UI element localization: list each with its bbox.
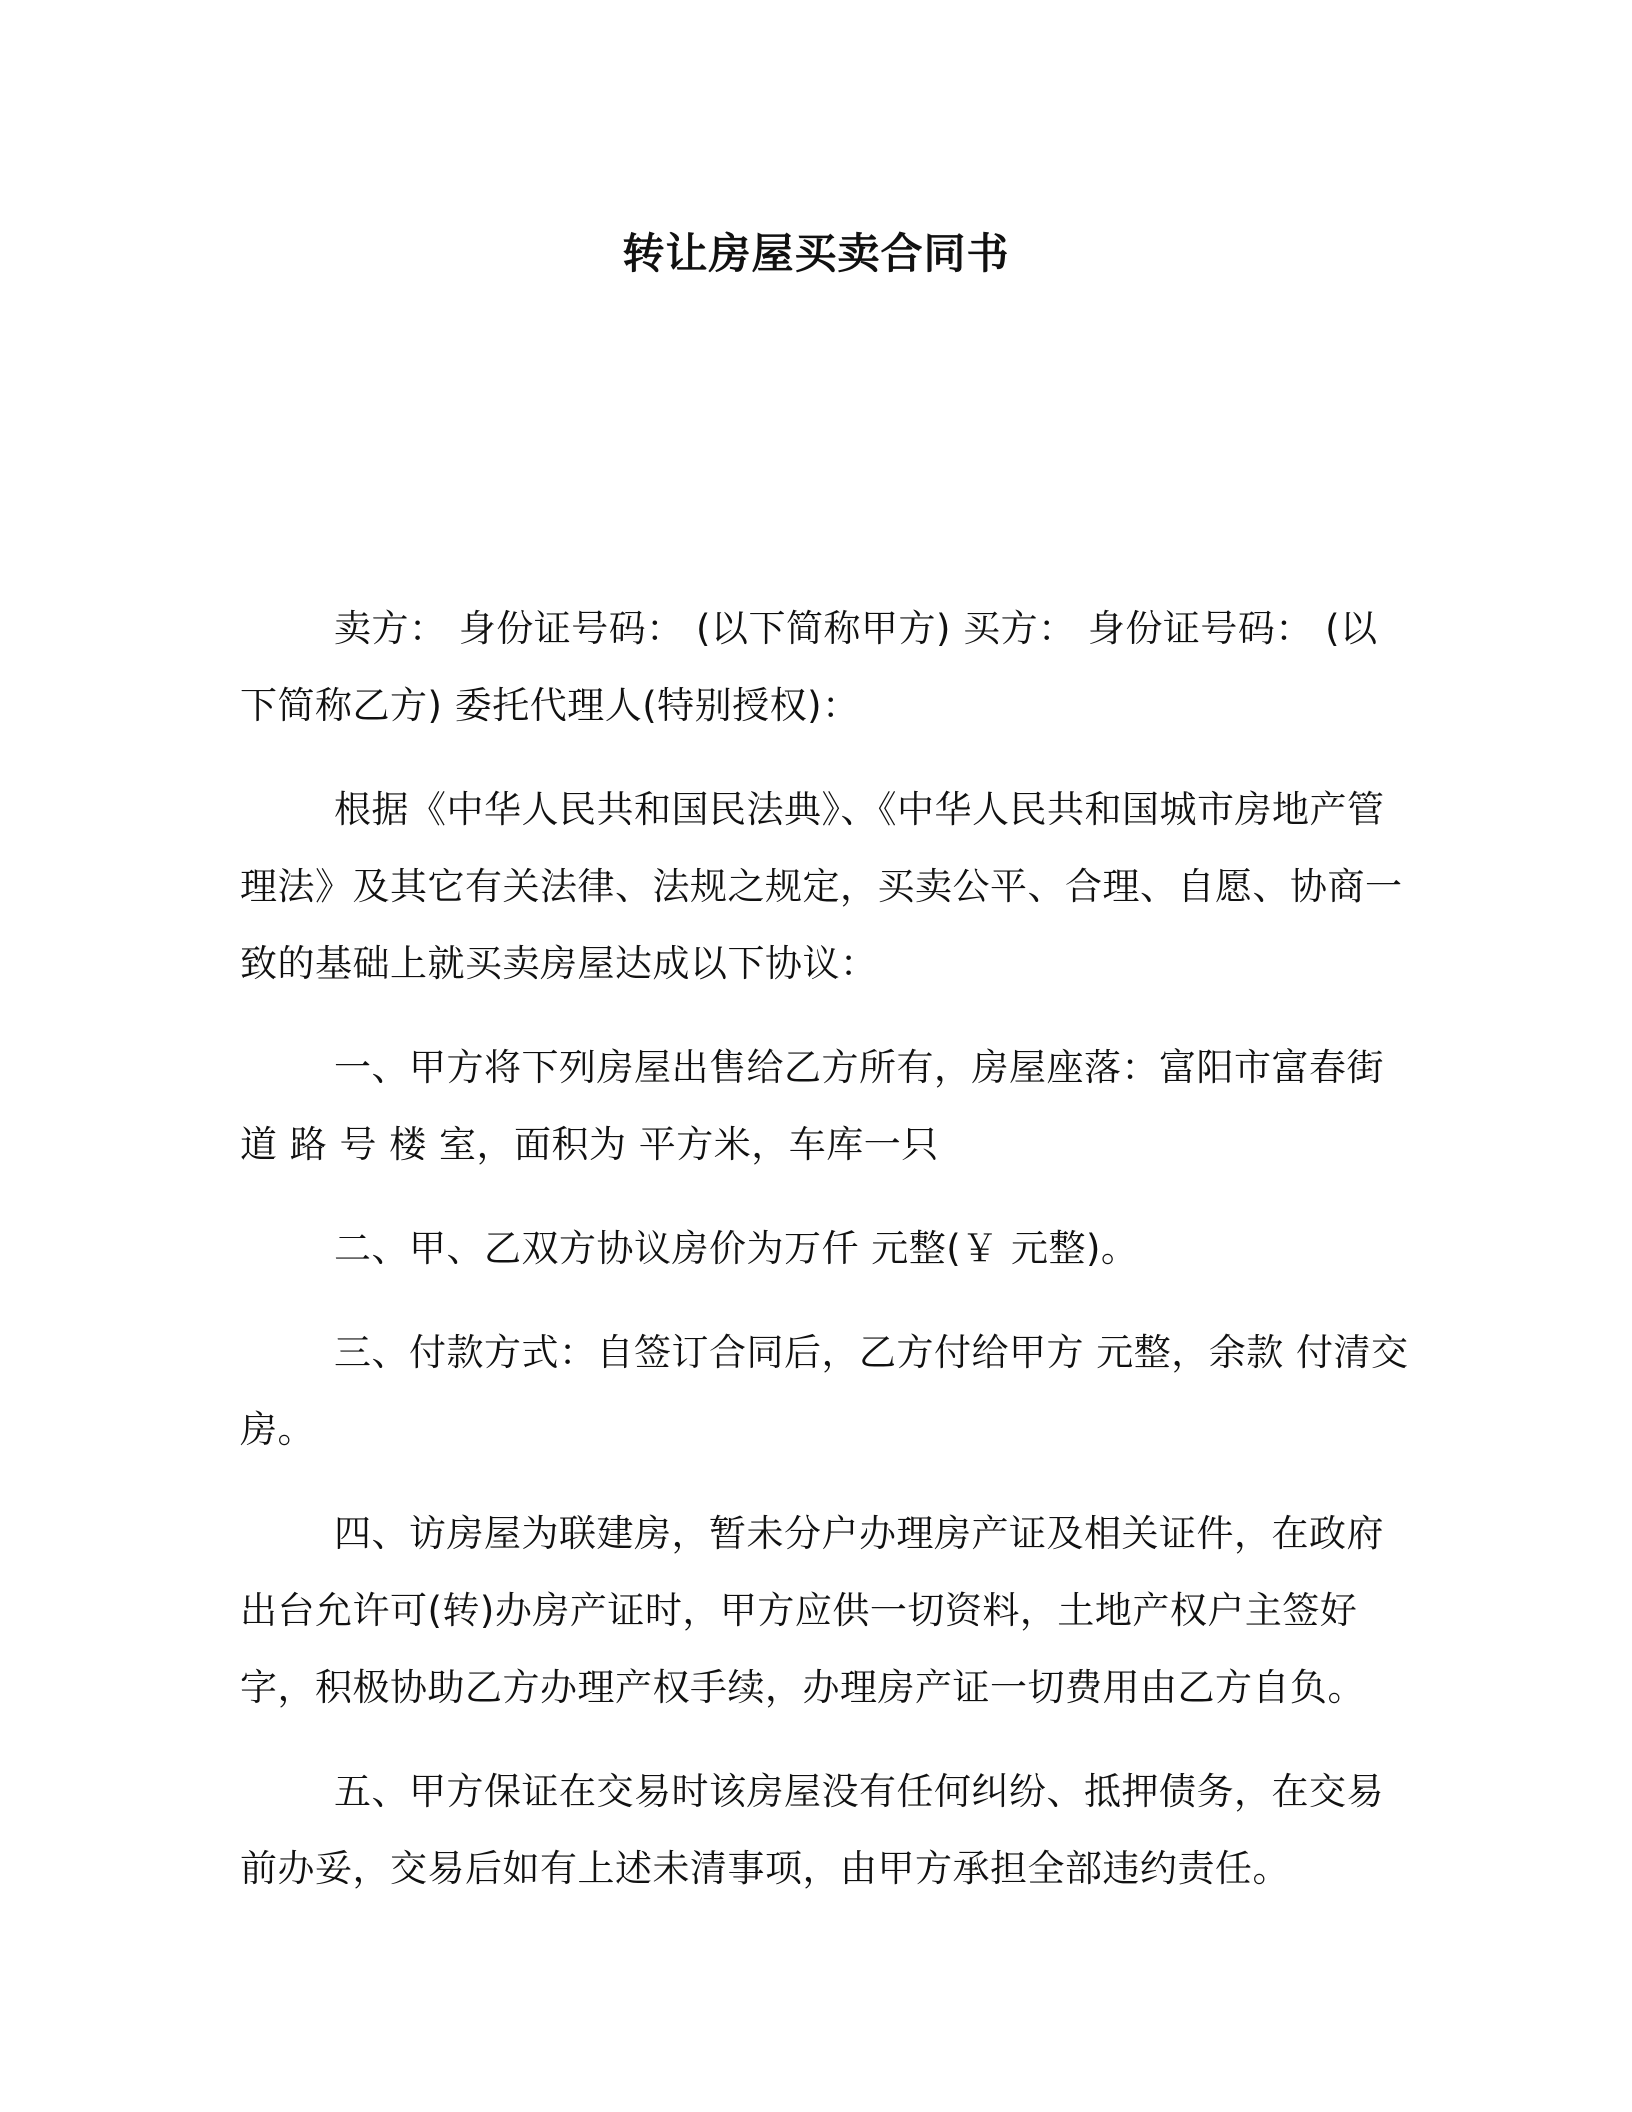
paragraph-clause-4: 四、访房屋为联建房，暂未分户办理房产证及相关证件，在政府出台允许可(转)办房产证时，甲方应供一切资料，土地产权户主签好字，积极协助乙方办理产权手续，办理房产证一切费用由乙方自负。	[240, 1512, 1384, 1709]
paragraph-clause-1: 一、甲方将下列房屋出售给乙方所有，房屋座落：富阳市富春街道 路 号 楼 室，面积为 平方米，车库一只	[240, 1046, 1384, 1166]
paragraph-clause-5: 五、甲方保证在交易时该房屋没有任何纠纷、抵押债务，在交易前办妥，交易后如有上述未清事项，由甲方承担全部违约责任。	[240, 1770, 1384, 1890]
paragraph-parties: 卖方： 身份证号码： (以下简称甲方) 买方： 身份证号码： (以下简称乙方) 委托代理人(特别授权)：	[240, 607, 1378, 727]
paragraph-clause-2: 二、甲、乙双方协议房价为万仟 元整(￥ 元整)。	[334, 1227, 1139, 1270]
paragraph-clause-3: 三、付款方式：自签订合同后，乙方付给甲方 元整，余款 付清交房。	[240, 1331, 1409, 1451]
paragraph-legal-basis: 根据《中华人民共和国民法典》、《中华人民共和国城市房地产管理法》及其它有关法律、法规之规定，买卖公平、合理、自愿、协商一致的基础上就买卖房屋达成以下协议：	[240, 788, 1403, 985]
document-title: 转让房屋买卖合同书	[622, 229, 1010, 278]
document-body	[240, 590, 1410, 1934]
